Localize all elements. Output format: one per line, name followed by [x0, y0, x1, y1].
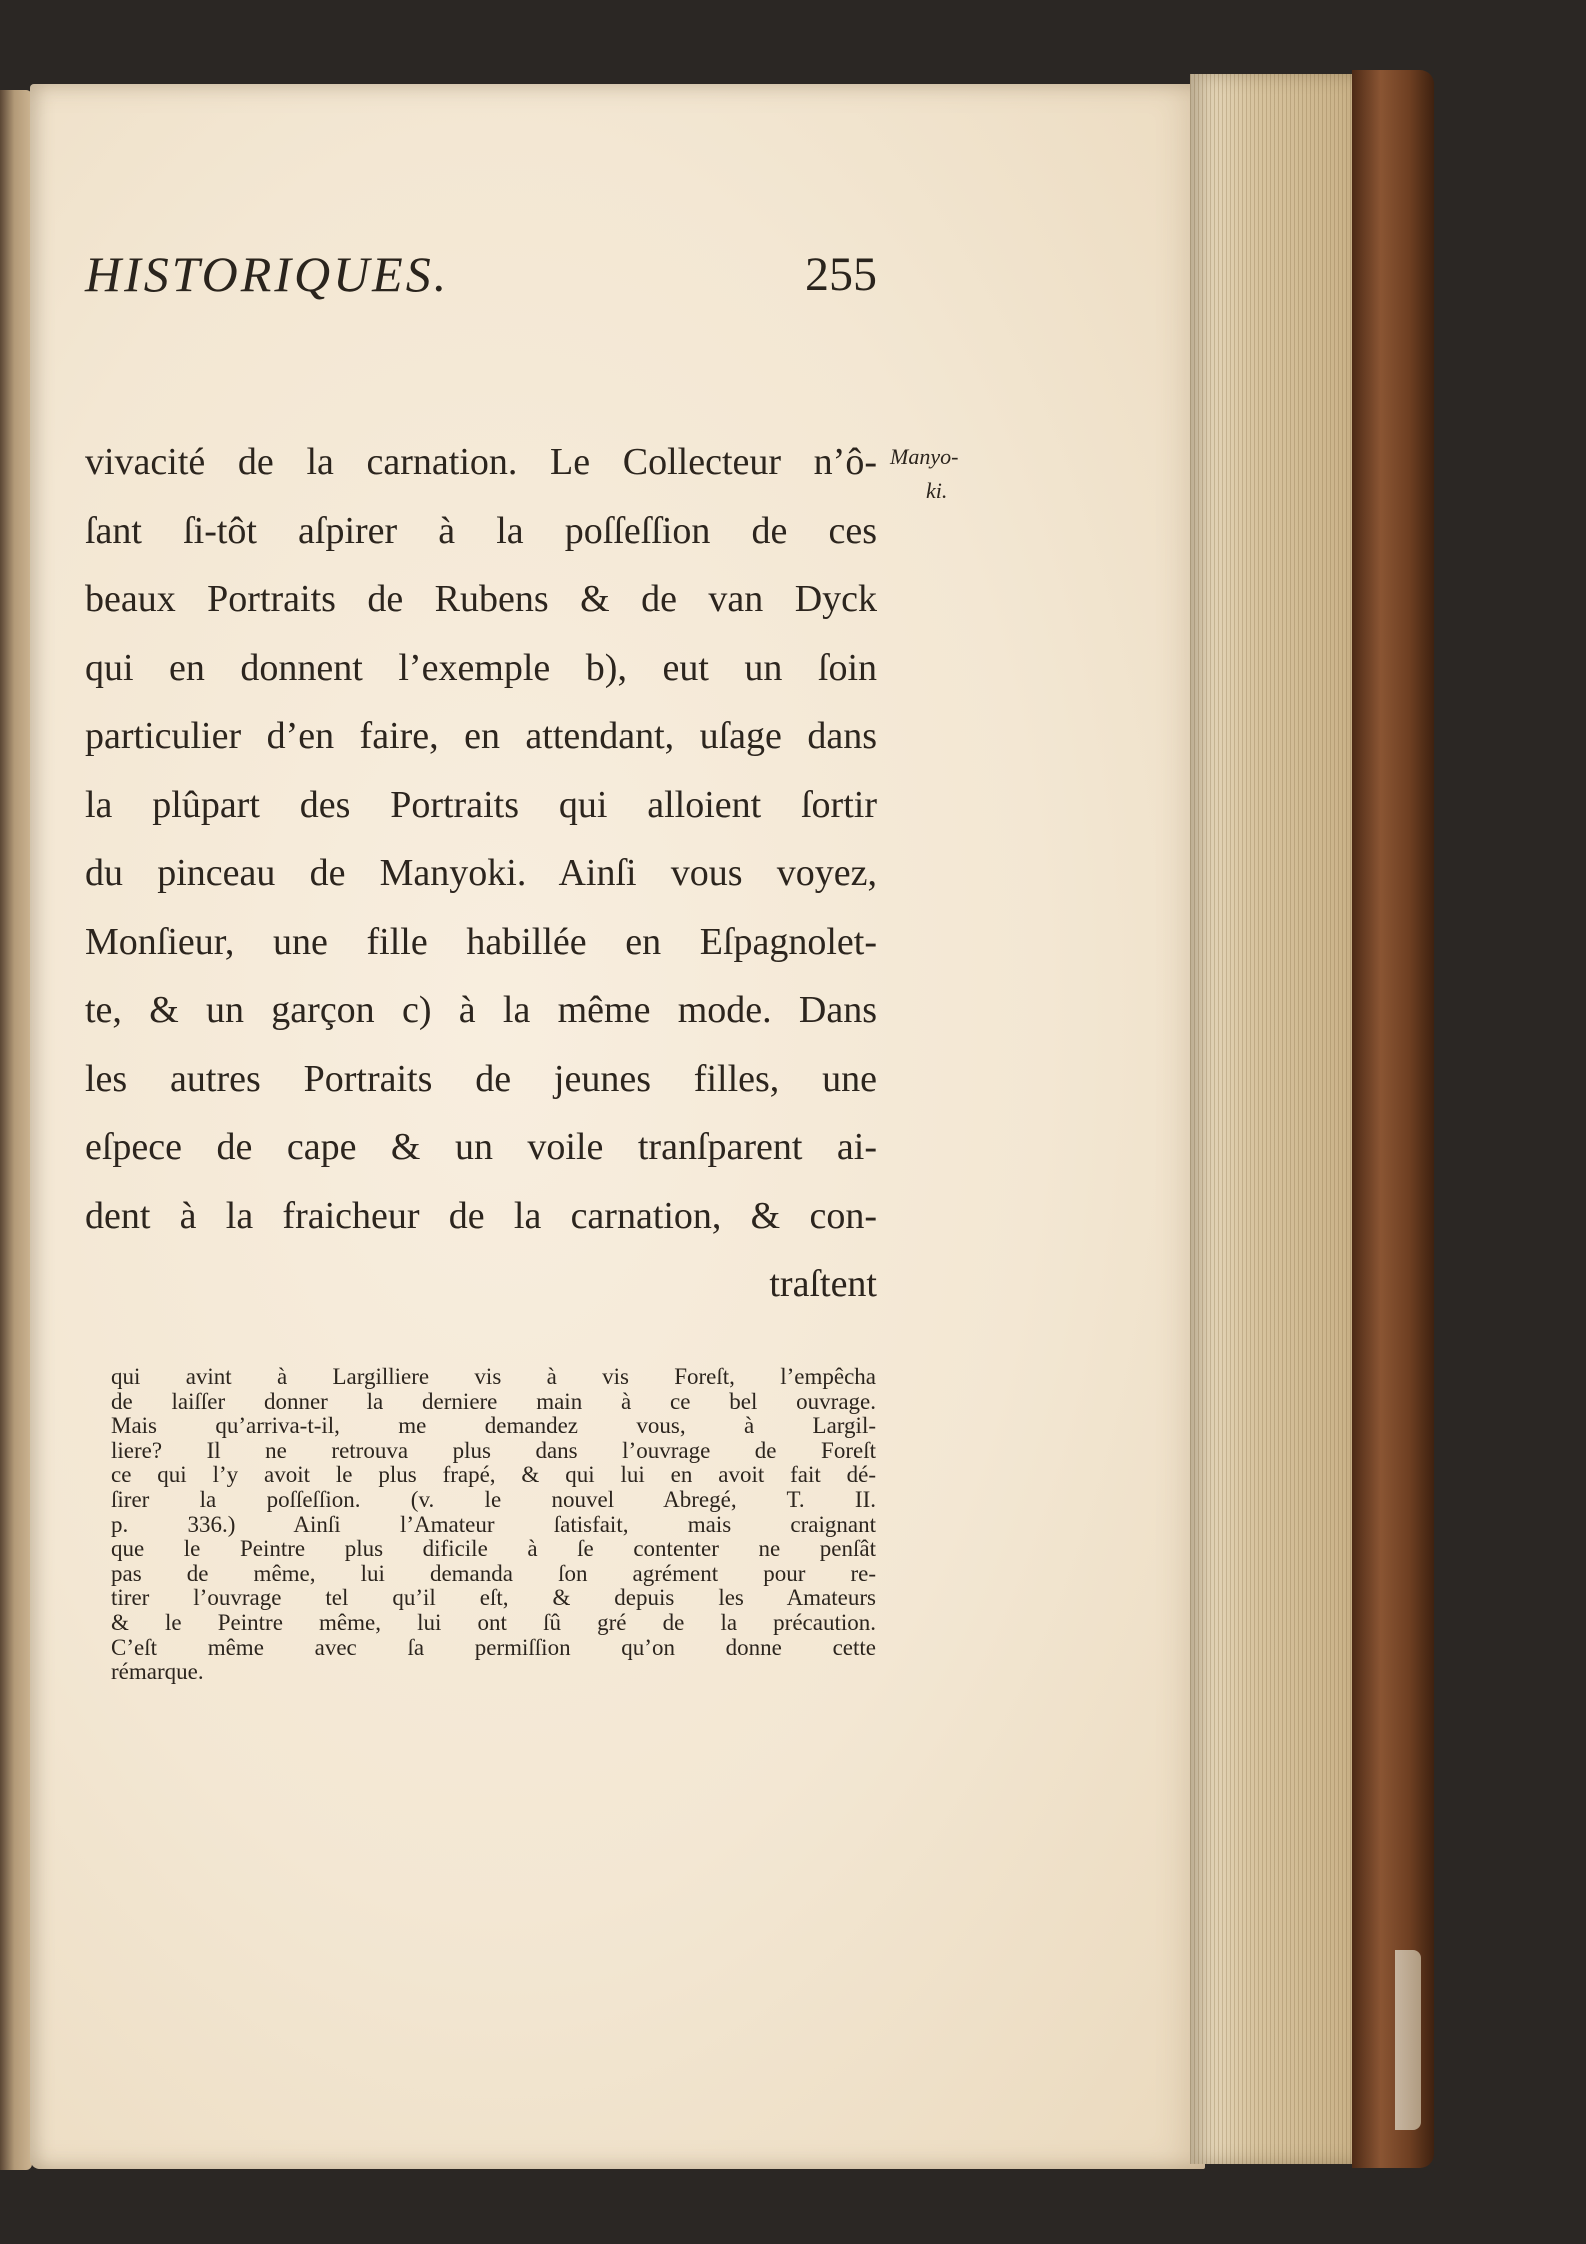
- footnote-line: que le Peintre plus dificile à ſe contenter ne penſât: [111, 1536, 876, 1562]
- body-line: qui en donnent l’exemple b), eut un ſoin: [85, 646, 877, 689]
- body-line: beaux Portraits de Rubens & de van Dyck: [85, 578, 877, 620]
- body-line: la plûpart des Portraits qui alloient ſortir: [85, 783, 877, 826]
- footnote-line: & le Peintre même, lui ont ſû gré de la précaution.: [111, 1609, 876, 1635]
- footnote-line: liere? Il ne retrouva plus dans l’ouvrage de Foreſt: [111, 1437, 876, 1463]
- running-head-title: HISTORIQUES.: [85, 246, 450, 302]
- body-line: vivacité de la carnation. Le Collecteur n’ô-: [85, 441, 877, 483]
- body-text: [85, 428, 877, 1319]
- page-number: 255: [805, 248, 877, 301]
- margin-note-line: ki.: [926, 478, 948, 503]
- footnote-line: ce qui l’y avoit le plus frapé, & qui lui en avoit fait dé-: [111, 1462, 876, 1488]
- footnote-line: rémarque.: [111, 1659, 204, 1685]
- body-line: particulier d’en faire, en attendant, uſage dans: [85, 715, 877, 757]
- running-head: [85, 245, 887, 315]
- footnote-line: de laiſſer donner la derniere main à ce bel ouvrage.: [111, 1388, 876, 1414]
- footnote-line: Mais qu’arriva-t-il, me demandez vous, à Largil-: [111, 1413, 876, 1439]
- footnote-line: tirer l’ouvrage tel qu’il eſt, & depuis les Amateurs: [111, 1585, 876, 1611]
- margin-note-line: Manyo-: [890, 444, 959, 469]
- body-line: ſant ſi-tôt aſpirer à la poſſeſſion de ces: [85, 509, 877, 552]
- body-line: te, & un garçon c) à la même mode. Dans: [85, 989, 877, 1031]
- body-line: du pinceau de Manyoki. Ainſi vous voyez,: [85, 852, 877, 894]
- footnote-line: ſirer la poſſeſſion. (v. le nouvel Abregé, T. II.: [111, 1486, 876, 1512]
- facing-page-edge: [0, 90, 32, 2170]
- margin-note: [890, 440, 1000, 508]
- body-line: eſpece de cape & un voile tranſparent ai-: [85, 1126, 877, 1168]
- body-line: les autres Portraits de jeunes filles, une: [85, 1057, 877, 1100]
- body-line: dent à la fraicheur de la carnation, & con-: [85, 1194, 877, 1237]
- leather-cover: [1352, 70, 1434, 2168]
- footnote-line: p. 336.) Ainſi l’Amateur ſatisfait, mais craignant: [111, 1511, 876, 1537]
- footnote-line: pas de même, lui demanda ſon agrément pour re-: [111, 1560, 876, 1586]
- footnote: [111, 1365, 876, 1685]
- footnote-line: C’eſt même avec ſa permiſſion qu’on donne cette: [111, 1634, 876, 1660]
- cover-corner: [1395, 1950, 1421, 2130]
- page-block-edges: [1190, 74, 1355, 2164]
- footnote-line: qui avint à Largilliere vis à vis Foreſt, l’empêcha: [111, 1364, 876, 1389]
- body-line: Monſieur, une fille habillée en Eſpagnolet-: [85, 920, 877, 963]
- catchword: traſtent: [769, 1263, 877, 1305]
